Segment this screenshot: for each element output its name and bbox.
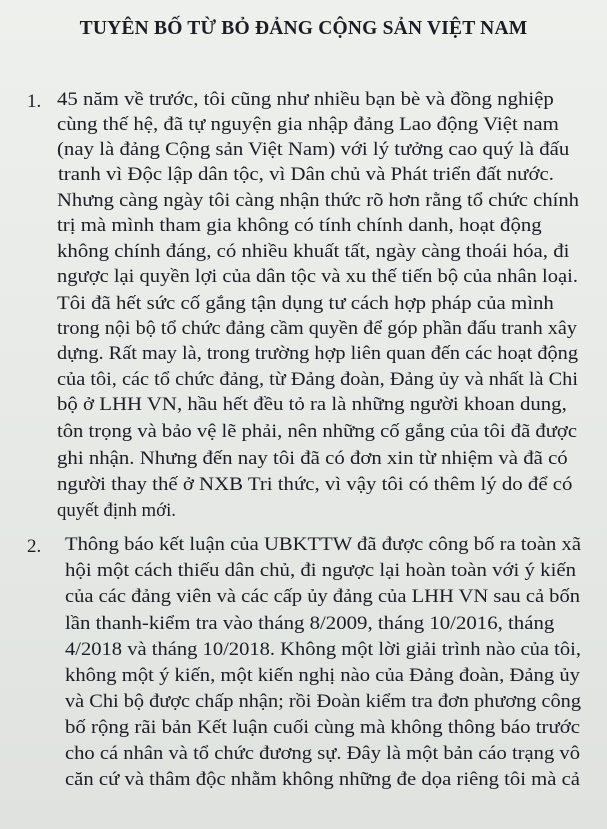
paragraph-line: và Chi bộ được chấp nhận; rồi Đoàn kiểm tra đơn phương công bbox=[65, 691, 581, 712]
paragraph-line: bố rộng rãi bản Kết luận cuối cùng mà không thông báo trước bbox=[65, 717, 580, 738]
paragraph-line: Tôi đã hết sức cố gắng tận dụng tư cách hợp pháp của mình bbox=[57, 293, 554, 314]
paragraph-line: không một ý kiến, một kiến nghị nào của Đảng đoàn, Đảng ủy bbox=[65, 665, 580, 686]
paragraph-line: ngược lại quyền lợi của dân tộc và xu thế tiến bộ của nhân loại. bbox=[57, 266, 578, 287]
paragraph-line: của tôi, các tổ chức đảng, từ Đảng đoàn, Đảng ủy và nhất là Chi bbox=[57, 369, 578, 390]
paragraph-line: (nay là đảng Cộng sản Việt Nam) với lý tưởng cao quý là đấu bbox=[57, 139, 570, 160]
paragraph-line: 45 năm về trước, tôi cũng như nhiều bạn bè và đồng nghiệp bbox=[57, 89, 554, 110]
paragraph-line: tranh vì Độc lập dân tộc, vì Dân chủ và Phát triển đất nước. bbox=[58, 164, 554, 185]
paragraph-line: lần thanh-kiểm tra vào tháng 8/2009, tháng 10/2016, tháng bbox=[65, 613, 555, 634]
paragraph-line: Nhưng càng ngày tôi càng nhận thức rõ hơn rằng tổ chức chính bbox=[57, 190, 579, 211]
paragraph-line: quyết định mới. bbox=[57, 500, 176, 521]
paragraph-line: người thay thế ở NXB Tri thức, vì vậy tôi có thêm lý do để có bbox=[57, 474, 573, 495]
paragraph-line: tôn trọng và bảo vệ lẽ phải, nên những cố gắng của tôi đã được bbox=[57, 421, 577, 442]
paragraph-line: cho cá nhân và tổ chức đương sự. Đây là một bản cáo trạng vô bbox=[65, 743, 580, 764]
paragraph-line: ghi nhận. Nhưng đến nay tôi đã có đơn xin từ nhiệm và đã có bbox=[57, 448, 568, 469]
paragraph-line: trị mà mình tham gia không có tính chính danh, hoạt động bbox=[57, 215, 542, 236]
paragraph-line: dựng. Rất may là, trong trường hợp liên quan đến các hoạt động bbox=[57, 343, 578, 364]
paragraph-line: Thông báo kết luận của UBKTTW đã được công bố ra toàn xã bbox=[65, 534, 581, 555]
document-title: TUYÊN BỐ TỪ BỎ ĐẢNG CỘNG SẢN VIỆT NAM bbox=[79, 18, 528, 39]
paragraph-line: của các đảng viên và các cấp ủy đảng của LHH VN sau cả bốn bbox=[65, 586, 580, 607]
paragraph-line: không chính đáng, có nhiều khuất tất, ngày càng thoái hóa, đi bbox=[57, 241, 570, 262]
paragraph-number: 2. bbox=[27, 536, 42, 557]
paragraph-line: căn cứ và thâm độc nhằm không những đe dọa riêng tôi mà cả bbox=[65, 769, 580, 790]
paragraph-line: bộ ở LHH VN, hầu hết đều tỏ ra là những người khoan dung, bbox=[57, 394, 567, 415]
paragraph-line: cùng thế hệ, đã tự nguyện gia nhập đảng Lao động Việt nam bbox=[57, 114, 559, 135]
paragraph-line: trong nội bộ tổ chức đảng cầm quyền để góp phần đấu tranh xây bbox=[57, 318, 577, 339]
paragraph-number: 1. bbox=[27, 91, 42, 112]
paragraph-line: hội một cách thiếu dân chủ, đi ngược lại hoàn toàn với ý kiến bbox=[65, 560, 577, 581]
paragraph-line: 4/2018 và tháng 10/2018. Không một lời giải trình nào của tôi, bbox=[65, 639, 581, 660]
